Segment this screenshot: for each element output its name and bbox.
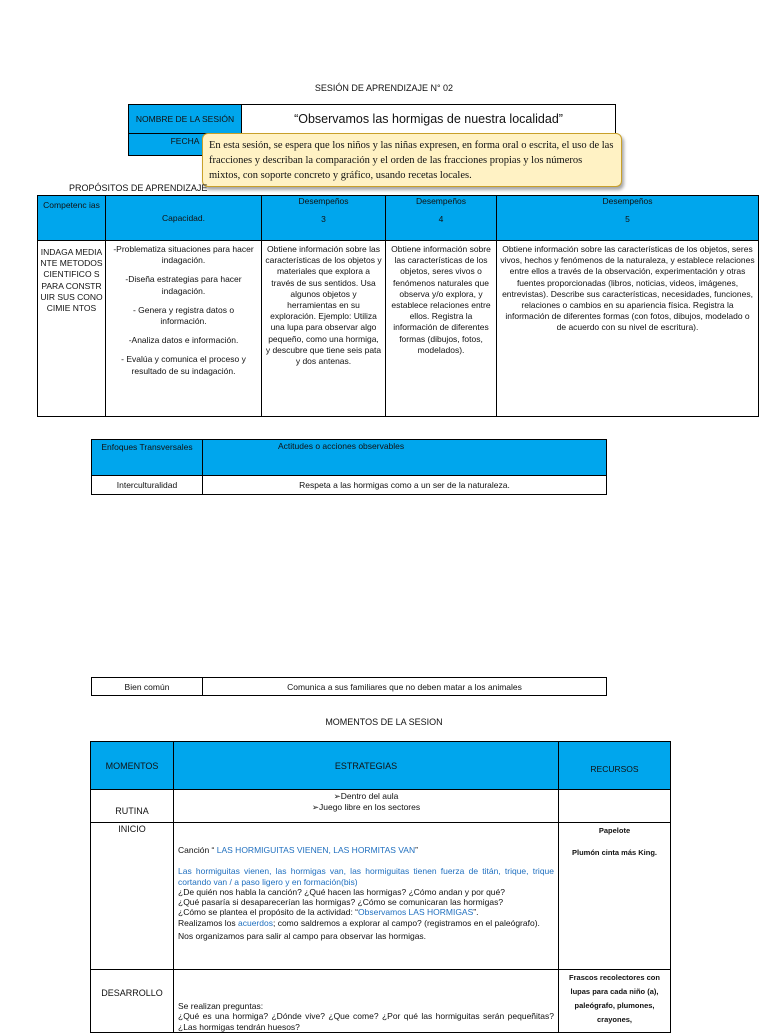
song-title: LAS HORMIGUITAS VIENEN, LAS HORMITAS VAN: [214, 845, 416, 855]
enfoque-actitud: Respeta a las hormigas como a un ser de la naturaleza.: [203, 476, 607, 495]
purpose-prefix: ¿Cómo se plantea el propósito de la actividad: “: [178, 907, 359, 918]
rutina-strategies: [174, 790, 559, 823]
session-date-label: FECHA: [129, 134, 242, 156]
capacidad-item: - Evalúa y comunica el proceso y resultado de su indagación.: [121, 354, 246, 376]
momentos-header: MOMENTOS: [91, 742, 174, 790]
header-desempenos-3-number: 3: [321, 214, 326, 224]
competencia-cell: INDAGA MEDIANTE METODOS CIENTIFICO S PARA CONSTRUIR SUS CONOCIMIE NTOS: [38, 241, 106, 417]
agreements-line: [178, 918, 554, 928]
enfoques-header-right: Actitudes o acciones observables: [203, 440, 607, 476]
capacidad-item: -Problematiza situaciones para hacer indagación.: [113, 244, 254, 266]
capacidad-item: -Diseña estrategias para hacer indagación.: [125, 274, 242, 296]
bien-comun-table: [91, 677, 607, 696]
agreements-suffix: ; como saldremos a explorar al campo? (registramos en el paleógrafo).: [272, 917, 540, 928]
capacidades-cell: [106, 241, 262, 417]
purpose-link: Observamos LAS HORMIGAS: [358, 907, 474, 918]
header-competencias: Competenc ias: [38, 196, 106, 241]
resource-item: Plumón cinta más King.: [571, 848, 657, 857]
header-desempenos-4: [386, 196, 497, 241]
bien-comun-actitud: Comunica a sus familiares que no deben matar a los animales: [203, 678, 607, 696]
desempeno-4-cell: Obtiene información sobre las características de los objetos, seres vivos o fenómenos naturales que observa y/o explora, y establece relaciones entre ellos. Registra la información de diferentes formas (dibujos, fotos, modelados).: [386, 241, 497, 417]
inicio-label: INICIO: [91, 823, 174, 970]
enfoque-name: Interculturalidad: [92, 476, 203, 495]
agreements-prefix: Realizamos los: [178, 917, 238, 928]
enfoques-header-left: Enfoques Transversales: [92, 440, 203, 476]
inicio-resources: [559, 823, 671, 970]
header-desempenos-4-number: 4: [438, 214, 444, 224]
inicio-questions-2: ¿Qué pasaría si desaparecerían las hormigas? ¿Cómo se comunicaran las hormigas?: [178, 897, 504, 908]
purpose-suffix: ”.: [473, 907, 479, 918]
session-title: SESIÓN DE APRENDIZAJE N° 02: [314, 83, 454, 93]
inicio-strategies: [174, 823, 559, 970]
desarrollo-resources: Frascos recolectores con lupas para cada niño (a), paleógrafo, plumones, crayones,: [559, 970, 671, 1033]
enfoques-table: [91, 439, 607, 495]
agreements-link: acuerdos: [238, 917, 273, 928]
session-name-label: NOMBRE DE LA SESIÓN: [129, 105, 242, 134]
bien-comun-name: Bien común: [92, 678, 203, 696]
session-name-value: “Observamos las hormigas de nuestra localidad”: [242, 105, 616, 134]
song-line: [178, 845, 554, 855]
desempeno-5-cell: Obtiene información sobre las características de los objetos, seres vivos, hechos y fenómenos de la naturaleza, y establece relaciones entre ellos a través de la observación, experimentación y otras fuentes proporcionadas (libros, noticias, videos, imágenes, entrevistas). Describe sus características, necesidades, funciones, relaciones o cambios en su apariencia física. Registra la información de diferentes formas (con fotos, dibujos, modelado o de acuerdo con su nivel de escritura).: [497, 241, 759, 417]
purposes-label: PROPÓSITOS DE APRENDIZAJE: [69, 183, 208, 193]
header-desempenos-5: [497, 196, 759, 241]
desarrollo-strategies: [174, 970, 559, 1033]
capacidad-item: -Analiza datos e información.: [128, 335, 239, 346]
song-lyrics: Las hormiguitas vienen, las hormigas van, las hormiguitas tienen fuerza de titán, trique, trique cortando van / a paso ligero y en formación(bis): [178, 866, 554, 887]
comment-note: En esta sesión, se espera que los niños y las niñas expresen, en forma oral o escrita, el uso de las fracciones y describan la comparación y el orden de las fracciones propias y los números mixtos, con soporte concreto y gráfico, usando recetas locales.: [202, 133, 622, 187]
header-desempenos-5-label: Desempeños: [602, 196, 653, 206]
momentos-table: [90, 741, 671, 1033]
header-capacidad: Capacidad.: [106, 196, 262, 241]
competencies-table: [37, 195, 759, 417]
inicio-questions-1: ¿De quién nos habla la canción? ¿Qué hacen las hormigas? ¿Cómo andan y por qué?: [178, 886, 505, 897]
inicio-organize: Nos organizamos para salir al campo para observar las hormigas.: [178, 931, 427, 942]
desarrollo-intro: Se realizan preguntas:: [178, 1001, 264, 1011]
header-desempenos-5-number: 5: [625, 214, 630, 224]
header-desempenos-4-label: Desempeños: [415, 196, 467, 206]
desarrollo-questions: ¿Qué es una hormiga? ¿Dónde vive? ¿Que come? ¿Por qué las hormiguitas serán pequeñitas? ¿Las hormigas tendrán huesos?: [178, 1011, 554, 1032]
desarrollo-label: DESARROLLO: [91, 970, 174, 1033]
header-desempenos-3: [262, 196, 386, 241]
rutina-item: ➢Dentro del aula: [333, 791, 399, 801]
desempeno-3-cell: Obtiene información sobre las características de los objetos y materiales que explora a través de sus sentidos. Usa algunos objetos y herramientas en su exploración. Ejemplo: Utiliza una lupa para observar algo pequeño, como una hormiga, y descubre que tiene seis pata y dos antenas.: [262, 241, 386, 417]
rutina-item: ➢Juego libre en los sectores: [311, 802, 421, 812]
capacidad-item: - Genera y registra datos o información.: [132, 304, 235, 327]
estrategias-header: ESTRATEGIAS: [174, 742, 559, 790]
purpose-line: [178, 907, 554, 917]
recursos-header: RECURSOS: [559, 742, 671, 790]
song-suffix: ”: [415, 845, 418, 855]
song-prefix: Canción “: [178, 845, 215, 855]
header-desempenos-3-label: Desempeños: [298, 196, 349, 206]
resource-item: Papelote: [598, 826, 631, 835]
momentos-title: MOMENTOS DE LA SESION: [325, 717, 443, 727]
rutina-resources: [559, 790, 671, 823]
rutina-label: RUTINA: [91, 790, 174, 823]
